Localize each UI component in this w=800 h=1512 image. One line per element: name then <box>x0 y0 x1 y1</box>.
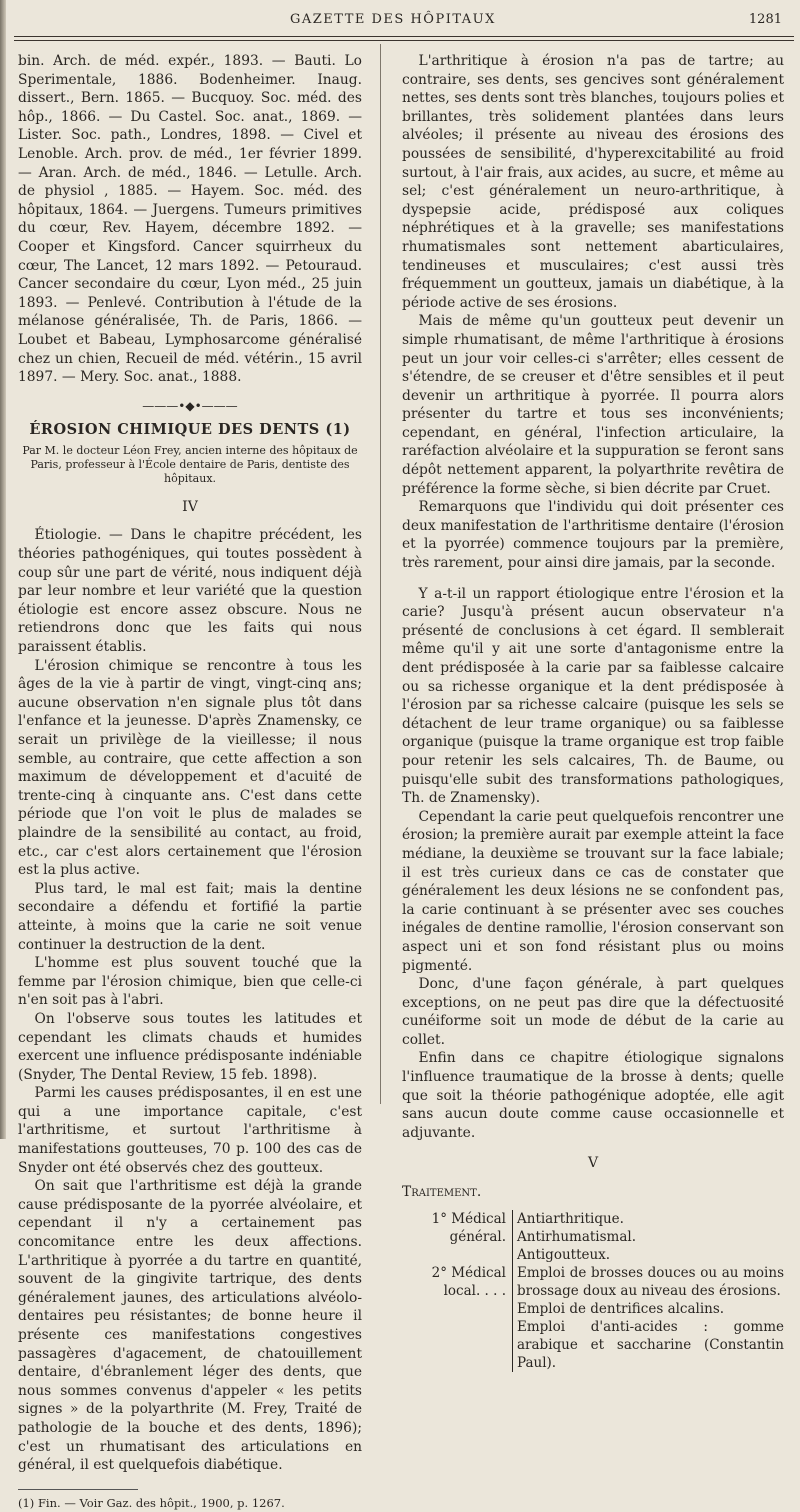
paragraph: Enfin dans ce chapitre étiologique signalons l'influence traumatique de la brosse à dents; quelle que soit la théorie pathogénique adoptée, elle agit sans aucun doute comme cause occasionnelle et adjuvante. <box>402 1050 784 1141</box>
page-edge-shadow <box>0 0 6 1139</box>
treatment-item: Emploi de dentrifices alcalins. <box>517 1300 725 1317</box>
treatment-row-general <box>402 1210 784 1264</box>
article-byline: Par M. le docteur Léon Frey, ancien interne des hôpitaux de Paris, professeur à l'École dentaire de Paris, dentiste des hôpitaux. <box>22 443 358 485</box>
paragraph: Cependant la carie peut quelquefois rencontrer une érosion; la première aurait par exemple atteint la face médiane, la deuxième se trouvant sur la face labiale; il est très curieux dans ce cas de constater que généralement les deux lésions ne se confondent pas, la carie continuant à se présenter avec ses couches inégales de dentine ramollie, l'érosion conservant son aspect uni et son fond résistant plus ou moins pigmenté. <box>402 808 784 974</box>
treatment-items-local <box>512 1264 784 1372</box>
treatment-item: Antigoutteux. <box>517 1246 611 1263</box>
references-paragraph: bin. Arch. de méd. expér., 1893. — Bauti. Lo Sperimentale, 1886. Bodenheimer. Inaug. dissert., Bern. 1865. — Bucquoy. Soc. méd. des hôp., 1866. — Du Castel. Soc. anat., 1869. — Lister. Soc. path., Londres, 1898. — Civel et Lenoble. Arch. prov. de méd., 1er février 1899. — Aran. Arch. de méd., 1846. — Letulle. Arch. de physiol , 1885. — Hayem. Soc. méd. des hôpitaux, 1864. — Juergens. Tumeurs primitives du cœur, Rev. Hayem, décembre 1892. — Cooper et Kingsford. Cancer squirrheux du cœur, The Lancet, 12 mars 1892. — Petouraud. Cancer secondaire du cœur, Lyon méd., 25 juin 1893. — Penlevé. Contribution à l'étude de la mélanose généralisée, Th. de Paris, 1866. — Loubet et Babeau, Lymphosarcome généralisé chez un chien, Recueil de méd. vétérin., 15 avril 1897. — Mery. Soc. anat., 1888. <box>18 53 362 386</box>
column-divider <box>380 44 381 1104</box>
paragraph: Y a-t-il un rapport étiologique entre l'érosion et la carie? Jusqu'à présent aucun observateur n'a présenté de conclusions à cet égard. Il semblerait même qu'il y ait une sorte d'antagonisme entre la dent prédisposée à la carie par sa faiblesse calcaire ou sa richesse organique et la dent prédisposée à l'érosion par sa richesse calcaire (puisque les sels se détachent de leur trame organique) ou sa faiblesse organique (puisque la trame organique est trop faible pour retenir les sels calcaires, Th. de Baume, ou puisqu'elle subit des transformations pathologiques, Th. de Znamensky). <box>402 585 784 807</box>
paragraph: Parmi les causes prédisposantes, il en est une qui a une importance capitale, c'est l'arthritisme, et surtout l'arthritisme à manifestations goutteuses, 70 p. 100 des cas de Snyder ont été observés chez des goutteux. <box>18 1085 362 1176</box>
treatment-label-general: 1° Médical général. <box>431 1210 506 1245</box>
treatment-item: Emploi d'anti-acides : gomme arabique et saccharine (Constantin Paul). <box>517 1318 784 1371</box>
footnote-rule <box>18 1489 138 1490</box>
treatment-row-local <box>402 1264 784 1372</box>
treatment-item: Antirhumatismal. <box>517 1228 637 1245</box>
treatment-item: Emploi de brosses douces ou au moins brossage doux au niveau des érosions. <box>517 1264 784 1299</box>
page-number: 1281 <box>748 12 782 27</box>
treatment-items-general <box>512 1210 784 1264</box>
article-title: ÉROSION CHIMIQUE DES DENTS (1) <box>29 421 351 439</box>
left-column <box>18 52 362 1512</box>
part-number-v: V <box>587 1155 599 1172</box>
paragraph: Mais de même qu'un goutteux peut devenir un simple rhumatisant, de même l'arthritique à érosions peut un jour voir celles-ci s'arrêter; elles cessent de s'étendre, de se creuser et d'être sensibles et il peut devenir un arthritique à pyorrée. Il pourra alors présenter du tartre et tous ses inconvénients; cependant, en général, l'infection articulaire, la raréfaction alvéolaire et la suppuration se feront sans dépôt nettement apparent, la polyarthrite revêtira de préférence la forme sèche, si bien décrite par Cruet. <box>402 313 784 497</box>
right-column <box>402 52 784 1372</box>
paragraph: L'arthritique à érosion n'a pas de tartre; au contraire, ses dents, ses gencives sont généralement nettes, ses dents sont très blanches, toujours polies et brillantes, très solidement plantées dans leurs alvéoles; il présente au niveau des érosions des poussées de sensibilité, d'hyperexcitabilité au froid surtout, à l'air frais, aux acides, au sucre, et même au sel; c'est généralement un neuro-arthritique, à dyspepsie acide, prédisposé aux coliques néphrétiques et à la gravelle; ses manifestations rhumatismales sont nettement abarticulaires, tendineuses et musculaires; c'est aussi très fréquemment un goutteux, jamais un diabétique, à la période active de ses érosions. <box>402 53 784 311</box>
paragraph: L'homme est plus souvent touché que la femme par l'érosion chimique, bien que celle-ci n'en soit pas à l'abri. <box>18 955 362 1009</box>
paragraph: On sait que l'arthritisme est déjà la grande cause prédisposante de la pyorrée alvéolaire, et cependant il n'y a certainement pas concomitance entre les deux affections. L'arthritique à pyorrée a du tartre en quantité, souvent de la gingivite tartrique, des dents généralement jaunes, des articulations alvéolo-dentaires peu résistantes; de bonne heure il présente ces manifestations congestives passagères d'agacement, de chatouillement dentaire, d'ébranlement léger des dents, que nous sommes convenus d'appeler « les petits signes » de la polyarthrite (M. Frey, Traité de pathologie de la bouche et des dents, 1896); c'est un rhumatisant des articulations en général, il est quelquefois diabétique. <box>18 1178 362 1474</box>
paragraph: Étiologie. — Dans le chapitre précédent, les théories pathogéniques, qui toutes possèdent à coup sûr une part de vérité, nous indiquent déjà par leur nombre et leur variété que la question étiologie est encore assez obscure. Nous ne retiendrons donc que les faits qui nous paraissent établis. <box>18 527 362 656</box>
separator-ornament: ———•◆•——— <box>142 398 238 413</box>
treatment-item: Antiarthritique. <box>517 1210 624 1227</box>
part-number-iv: IV <box>182 498 198 515</box>
page-header <box>0 10 800 38</box>
paragraph: L'érosion chimique se rencontre à tous les âges de la vie à partir de vingt, vingt-cinq ans; aucune observation n'en signale plus tôt dans l'enfance et la jeunesse. D'après Znamensky, ce serait un privilège de la vieillesse; il nous semble, au contraire, que cette affection a son maximum de développement et d'acuité de trente-cinq à cinquante ans. C'est dans cette période que l'on voit le plus de malades se plaindre de la sensibilité au contact, au froid, etc., car c'est alors certainement que l'érosion est la plus active. <box>18 657 362 879</box>
treatment-table <box>402 1210 784 1372</box>
header-rule-bottom <box>14 40 794 41</box>
paragraph-gap <box>402 573 784 585</box>
paragraph: Remarquons que l'individu qui doit présenter ces deux manifestation de l'arthritisme dentaire (l'érosion et la pyorrée) commence toujours par la première, très rarement, pour ainsi dire jamais, par la seconde. <box>402 499 784 572</box>
treatment-label-local: 2° Médical local. . . . <box>431 1264 506 1299</box>
paragraph: Donc, d'une façon générale, à part quelques exceptions, on ne peut pas dire que la défectuosité cunéiforme soit un mode de début de la carie au collet. <box>402 976 784 1048</box>
treatment-heading: Traitement. <box>402 1184 482 1201</box>
header-rule-top <box>14 36 794 37</box>
running-title: GAZETTE DES HÔPITAUX <box>290 12 496 27</box>
footnote: (1) Fin. — Voir Gaz. des hôpit., 1900, p. 1267. <box>18 1495 285 1510</box>
paragraph: On l'observe sous toutes les latitudes et cependant les climats chauds et humides exercent une influence prédisposante indéniable (Snyder, The Dental Review, 15 feb. 1898). <box>18 1010 362 1083</box>
paragraph: Plus tard, le mal est fait; mais la dentine secondaire a défendu et fortifié la partie atteinte, à moins que la carie ne soit venue continuer la destruction de la dent. <box>18 880 362 953</box>
